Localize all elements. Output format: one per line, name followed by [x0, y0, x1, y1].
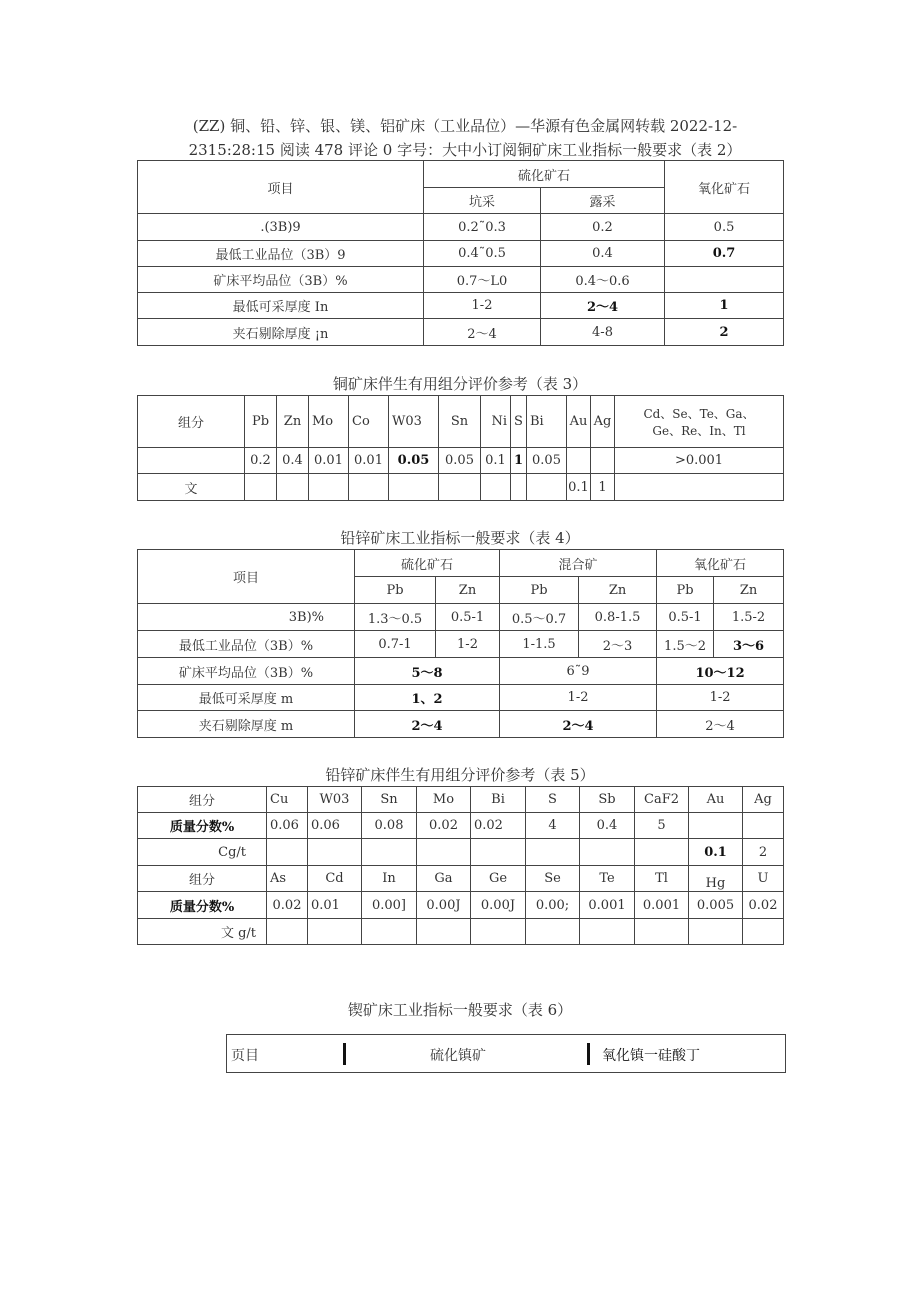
- t3-header: Mo: [309, 396, 349, 448]
- t5-cell: 0.02: [743, 892, 784, 919]
- t2-cell: 0.4～0.6: [541, 267, 665, 293]
- t3-empty: [138, 448, 245, 474]
- t3-empty: [309, 474, 349, 501]
- t2-header-oxide: 氧化矿石: [665, 161, 784, 214]
- t3-cell: 0.05: [527, 448, 567, 474]
- t2-cell: 0.5: [665, 214, 784, 241]
- t5-cell: 0.02: [267, 892, 308, 919]
- table-5-leadzinc-associated: [137, 786, 784, 945]
- t4-cell: 1.5～2: [657, 631, 714, 658]
- t3-cell: 0.05: [389, 448, 439, 474]
- t2-cell: [665, 267, 784, 293]
- t3-cell: 1: [591, 474, 615, 501]
- t4-row-label: 最低可采厚度 m: [138, 685, 355, 711]
- t4-header-mixed: 混合矿: [500, 550, 657, 577]
- t5-header: Ga: [417, 866, 471, 892]
- t5-empty: [526, 839, 580, 866]
- t5-cell: 0.06: [308, 813, 362, 839]
- t5-header: Se: [526, 866, 580, 892]
- t2-cell: 1: [665, 293, 784, 319]
- table-row: [138, 319, 784, 346]
- t4-row-label: 3B)%: [138, 604, 355, 631]
- t5-cell: 0.00J: [417, 892, 471, 919]
- t5-header: In: [362, 866, 417, 892]
- t5-cell: 0.00J: [471, 892, 526, 919]
- t3-header: Au: [567, 396, 591, 448]
- table-row: [138, 293, 784, 319]
- t3-rare-line-2: Ge、Re、In、Tl: [652, 423, 746, 438]
- t5-cell: 0.00]: [362, 892, 417, 919]
- t4-header-pb: Pb: [500, 577, 579, 604]
- t5-empty: [580, 919, 635, 945]
- t4-cell: 2～4: [500, 711, 657, 738]
- t3-header: Pb: [245, 396, 277, 448]
- t3-header: Co: [349, 396, 389, 448]
- t6-divider: [587, 1043, 590, 1065]
- table-row: [138, 787, 784, 813]
- t5-row-label: 质量分数%: [138, 813, 267, 839]
- t5-cell: 0.4: [580, 813, 635, 839]
- t5-empty: [635, 919, 689, 945]
- t4-cell: 6˜9: [500, 658, 657, 685]
- t5-cell: [743, 813, 784, 839]
- t5-empty: [580, 839, 635, 866]
- t2-cell: 0.7～L0: [424, 267, 541, 293]
- t4-cell: 1-1.5: [500, 631, 579, 658]
- table-4-leadzinc-requirements: [137, 549, 784, 738]
- t3-empty: [349, 474, 389, 501]
- t4-cell: 1、2: [355, 685, 500, 711]
- t4-cell: 1-2: [436, 631, 500, 658]
- t3-header-rare: [615, 396, 784, 448]
- table-row: [138, 685, 784, 711]
- t5-cell: [689, 813, 743, 839]
- t4-cell: 2～4: [355, 711, 500, 738]
- table-2-copper-requirements: [137, 160, 784, 346]
- t4-header-pb: Pb: [657, 577, 714, 604]
- t5-cell: 2: [743, 839, 784, 866]
- t5-empty: [743, 919, 784, 945]
- t5-cell: 0.1: [689, 839, 743, 866]
- t3-empty: [277, 474, 309, 501]
- t5-header: CaF2: [635, 787, 689, 813]
- table-row: [138, 866, 784, 892]
- t3-empty: [481, 474, 511, 501]
- t5-row-label: 组分: [138, 787, 267, 813]
- t5-cell: 0.08: [362, 813, 417, 839]
- t5-header: Sb: [580, 787, 635, 813]
- t2-cell: 0.7: [665, 241, 784, 267]
- t2-header-open: 露采: [541, 188, 665, 214]
- t5-row-label: 组分: [138, 866, 267, 892]
- t5-empty: [689, 919, 743, 945]
- t2-cell: 0.4˜0.5: [424, 241, 541, 267]
- t5-header: Cu: [267, 787, 308, 813]
- t4-row-label: 矿床平均品位（3B）%: [138, 658, 355, 685]
- table-6-magnesium-requirements: [226, 1034, 786, 1073]
- table-row: [138, 711, 784, 738]
- t6-header-item: 页目: [231, 1048, 259, 1064]
- t5-cell: 0.06: [267, 813, 308, 839]
- t5-cell: 0.001: [580, 892, 635, 919]
- t2-header-sulfide: 硫化矿石: [424, 161, 665, 188]
- t4-cell: 10～12: [657, 658, 784, 685]
- t5-cell: 0.001: [635, 892, 689, 919]
- table-row: [138, 214, 784, 241]
- t3-header: Sn: [439, 396, 481, 448]
- t2-cell: 2～4: [541, 293, 665, 319]
- t3-cell: >0.001: [615, 448, 784, 474]
- t4-header-sulfide: 硫化矿石: [355, 550, 500, 577]
- t3-header-component: 组分: [138, 396, 245, 448]
- header-line-1: (ZZ) 铜、铅、锌、银、镁、铝矿床（工业品位）—华源有色金属网转载 2022-12-: [192, 117, 738, 135]
- t2-cell: 2: [665, 319, 784, 346]
- t3-cell: 0.2: [245, 448, 277, 474]
- t2-row-label: .(3B)9: [138, 214, 424, 241]
- table-row: [138, 919, 784, 945]
- t5-empty: [417, 839, 471, 866]
- table-row: [138, 813, 784, 839]
- t3-cell: [567, 448, 591, 474]
- t5-empty: [471, 919, 526, 945]
- t5-header: S: [526, 787, 580, 813]
- table-row: [138, 631, 784, 658]
- t3-header: S: [511, 396, 527, 448]
- t4-cell: 2～3: [579, 631, 657, 658]
- t4-header-zn: Zn: [714, 577, 784, 604]
- t5-header: Bi: [471, 787, 526, 813]
- t3-empty: [439, 474, 481, 501]
- t5-cell: 0.01: [308, 892, 362, 919]
- t3-cell: 0.01: [349, 448, 389, 474]
- t5-cell: 0.00;: [526, 892, 580, 919]
- t5-header: Te: [580, 866, 635, 892]
- t4-cell: 1-2: [500, 685, 657, 711]
- t4-cell: 1.5-2: [714, 604, 784, 631]
- t3-header: Ni: [481, 396, 511, 448]
- t5-empty: [267, 839, 308, 866]
- t5-row-label: 质量分数%: [138, 892, 267, 919]
- t2-cell: 1-2: [424, 293, 541, 319]
- t3-cell: 1: [511, 448, 527, 474]
- t3-header: W03: [389, 396, 439, 448]
- table-row: [138, 474, 784, 501]
- t4-row-label: 最低工业品位（3B）%: [138, 631, 355, 658]
- table-row: [138, 892, 784, 919]
- t4-cell: 3～6: [714, 631, 784, 658]
- table-3-copper-associated: [137, 395, 784, 501]
- table-row: [138, 604, 784, 631]
- t5-cell: 4: [526, 813, 580, 839]
- header-line-2: 2315:28:15 阅读 478 评论 0 字号：大中小订阅铜矿床工业指标一般要求（表 2）: [188, 141, 742, 159]
- t6-header-sulfide: 硫化镇矿: [430, 1048, 486, 1064]
- table-row: [138, 839, 784, 866]
- t2-header-item: 项目: [138, 161, 424, 214]
- t5-header: Tl: [635, 866, 689, 892]
- t4-cell: 0.5-1: [657, 604, 714, 631]
- t5-header: Au: [689, 787, 743, 813]
- t4-cell: 1.3～0.5: [355, 604, 436, 631]
- t5-empty: [267, 919, 308, 945]
- t2-cell: 0.4: [541, 241, 665, 267]
- t3-cell: 0.01: [309, 448, 349, 474]
- t4-header-item: 项目: [138, 550, 355, 604]
- t2-cell: 0.2: [541, 214, 665, 241]
- t5-cell: 0.005: [689, 892, 743, 919]
- t3-empty: [527, 474, 567, 501]
- t3-row-label: 文: [138, 474, 245, 501]
- t5-empty: [362, 919, 417, 945]
- t5-empty: [471, 839, 526, 866]
- t5-empty: [308, 839, 362, 866]
- t5-empty: [526, 919, 580, 945]
- t5-header: U: [743, 866, 784, 892]
- t5-row-label: Cg/t: [138, 839, 267, 866]
- t5-header: Sn: [362, 787, 417, 813]
- t5-cell: 0.02: [417, 813, 471, 839]
- t2-cell: 0.2˜0.3: [424, 214, 541, 241]
- table-6-caption: 锲矿床工业指标一般要求（表 6）: [347, 1001, 573, 1019]
- t5-header: Ge: [471, 866, 526, 892]
- t5-empty: [417, 919, 471, 945]
- t4-cell: 1-2: [657, 685, 784, 711]
- t4-header-zn: Zn: [436, 577, 500, 604]
- t4-header-oxide: 氧化矿石: [657, 550, 784, 577]
- t4-row-label: 夹石剔除厚度 m: [138, 711, 355, 738]
- t6-header-oxide: 氧化镇一硅酸丁: [602, 1048, 700, 1064]
- t5-cell: 0.02: [471, 813, 526, 839]
- t2-cell: 4-8: [541, 319, 665, 346]
- t2-row-label: 夹石剔除厚度 ¡n: [138, 319, 424, 346]
- t2-header-pit: 坑采: [424, 188, 541, 214]
- t5-header: Hg: [689, 866, 743, 892]
- t3-cell: 0.4: [277, 448, 309, 474]
- table-4-caption: 铅锌矿床工业指标一般要求（表 4）: [340, 529, 580, 547]
- t3-empty: [511, 474, 527, 501]
- t5-header: W03: [308, 787, 362, 813]
- table-row: [138, 658, 784, 685]
- t5-empty: [308, 919, 362, 945]
- t3-cell: 0.1: [567, 474, 591, 501]
- t5-cell: 5: [635, 813, 689, 839]
- t3-header: Bi: [527, 396, 567, 448]
- table-row: [138, 241, 784, 267]
- t4-header-zn: Zn: [579, 577, 657, 604]
- t5-header: Mo: [417, 787, 471, 813]
- table-5-caption: 铅锌矿床伴生有用组分评价参考（表 5）: [325, 766, 595, 784]
- t5-empty: [635, 839, 689, 866]
- t3-cell: 0.05: [439, 448, 481, 474]
- t3-cell: 0.1: [481, 448, 511, 474]
- t3-header: Zn: [277, 396, 309, 448]
- t4-cell: 5～8: [355, 658, 500, 685]
- t5-row-label: 文 g/t: [138, 919, 267, 945]
- t4-cell: 0.5-1: [436, 604, 500, 631]
- t5-header: Ag: [743, 787, 784, 813]
- t2-cell: 2～4: [424, 319, 541, 346]
- t3-cell: [591, 448, 615, 474]
- table-row: [138, 267, 784, 293]
- t4-cell: 2～4: [657, 711, 784, 738]
- table-3-caption: 铜矿床伴生有用组分评价参考（表 3）: [332, 375, 588, 393]
- t3-header: Ag: [591, 396, 615, 448]
- t5-empty: [362, 839, 417, 866]
- t5-header: As: [267, 866, 308, 892]
- t2-row-label: 最低可采厚度 In: [138, 293, 424, 319]
- t3-rare-line-1: Cd、Se、Te、Ga、: [643, 406, 755, 421]
- t4-header-pb: Pb: [355, 577, 436, 604]
- t6-divider: [343, 1043, 346, 1065]
- t4-cell: 0.5～0.7: [500, 604, 579, 631]
- t2-row-label: 最低工业品位（3B）9: [138, 241, 424, 267]
- t4-cell: 0.7-1: [355, 631, 436, 658]
- table-row: [138, 448, 784, 474]
- t2-row-label: 矿床平均品位（3B）%: [138, 267, 424, 293]
- t5-header: Cd: [308, 866, 362, 892]
- t3-empty: [245, 474, 277, 501]
- t4-cell: 0.8-1.5: [579, 604, 657, 631]
- t3-empty: [615, 474, 784, 501]
- t3-empty: [389, 474, 439, 501]
